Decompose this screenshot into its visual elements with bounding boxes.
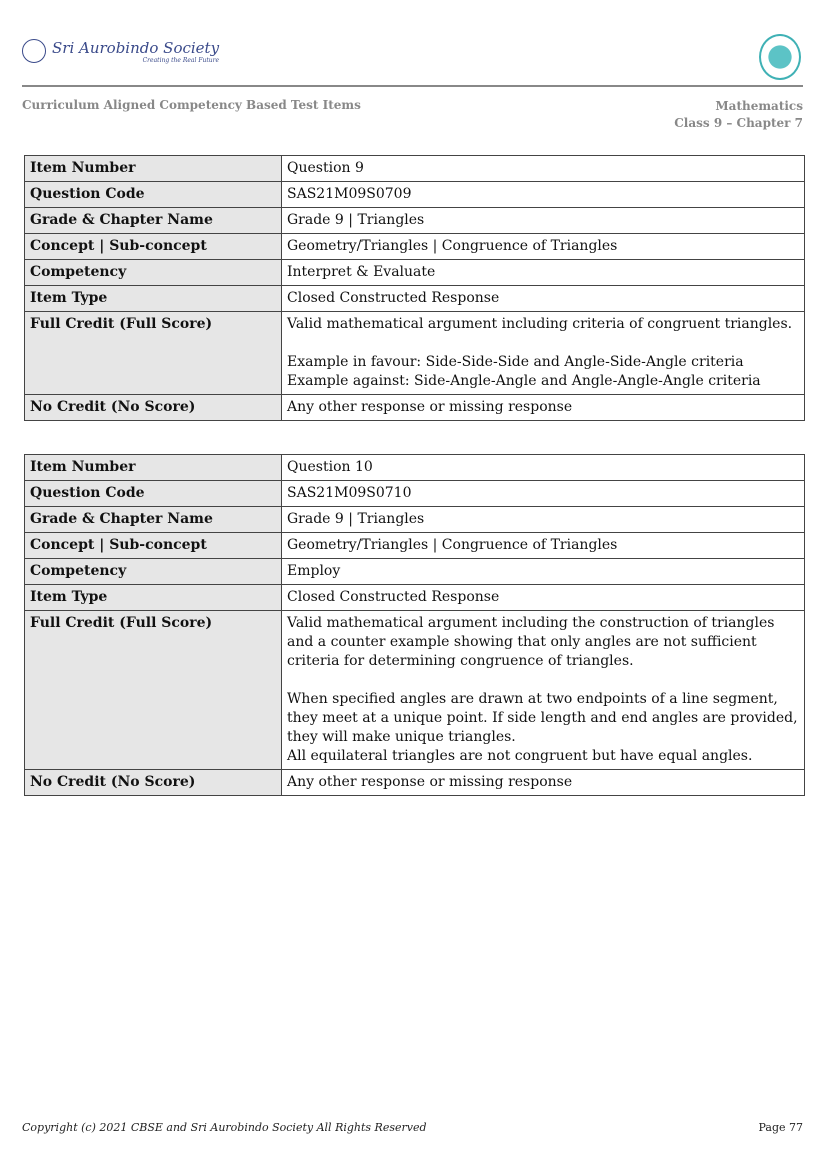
- field-label: Full Credit (Full Score): [25, 312, 282, 395]
- subject: Mathematics: [715, 99, 803, 113]
- field-label: Item Type: [25, 585, 282, 611]
- field-value: Any other response or missing response: [282, 770, 805, 796]
- subject-info: [674, 98, 803, 132]
- table-row: [25, 770, 805, 796]
- table-row: [25, 182, 805, 208]
- field-label: No Credit (No Score): [25, 395, 282, 421]
- header-divider: [22, 85, 803, 87]
- field-value: Geometry/Triangles | Congruence of Triangles: [282, 234, 805, 260]
- field-value: Question 10: [282, 455, 805, 481]
- table-row: [25, 507, 805, 533]
- table-row: [25, 312, 805, 395]
- table-row: [25, 559, 805, 585]
- field-label: Competency: [25, 559, 282, 585]
- field-value: SAS21M09S0709: [282, 182, 805, 208]
- table-row: [25, 260, 805, 286]
- table-row: [25, 395, 805, 421]
- table-row: [25, 585, 805, 611]
- field-label: Item Number: [25, 455, 282, 481]
- field-label: No Credit (No Score): [25, 770, 282, 796]
- full-credit-point: All equilateral triangles are not congruent but have equal angles.: [287, 748, 753, 764]
- item-table-q9: [24, 155, 805, 421]
- field-value: Question 9: [282, 156, 805, 182]
- field-value: Grade 9 | Triangles: [282, 208, 805, 234]
- field-value: Closed Constructed Response: [282, 585, 805, 611]
- field-value: Any other response or missing response: [282, 395, 805, 421]
- full-credit-text: Valid mathematical argument including criteria of congruent triangles.: [287, 316, 793, 332]
- field-label: Concept | Sub-concept: [25, 234, 282, 260]
- field-label: Grade & Chapter Name: [25, 208, 282, 234]
- field-value: Interpret & Evaluate: [282, 260, 805, 286]
- logo-tagline: Creating the Real Future: [142, 57, 220, 64]
- field-value: Grade 9 | Triangles: [282, 507, 805, 533]
- full-credit-text: Valid mathematical argument including the construction of triangles and a counter example showing that only angles are not sufficient criteria for determining congruence of triangles.: [287, 615, 775, 669]
- copyright: Copyright (c) 2021 CBSE and Sri Aurobindo Society All Rights Reserved: [22, 1121, 427, 1134]
- full-credit-point: Example against: Side-Angle-Angle and Angle-Angle-Angle criteria: [287, 373, 761, 389]
- field-value: SAS21M09S0710: [282, 481, 805, 507]
- field-label: Competency: [25, 260, 282, 286]
- table-row: [25, 234, 805, 260]
- field-label: Item Number: [25, 156, 282, 182]
- sri-aurobindo-society-logo: [22, 38, 219, 64]
- field-label: Grade & Chapter Name: [25, 507, 282, 533]
- field-value: Employ: [282, 559, 805, 585]
- field-label: Question Code: [25, 182, 282, 208]
- class-chapter: Class 9 – Chapter 7: [674, 116, 803, 130]
- page-number: Page 77: [758, 1121, 803, 1134]
- field-value: Closed Constructed Response: [282, 286, 805, 312]
- logo-name: Sri Aurobindo Society: [52, 39, 220, 57]
- globe-icon: [22, 39, 46, 63]
- field-label: Question Code: [25, 481, 282, 507]
- table-row: [25, 533, 805, 559]
- table-row: [25, 481, 805, 507]
- document-title: Curriculum Aligned Competency Based Test Items: [22, 98, 361, 112]
- field-value: Geometry/Triangles | Congruence of Triangles: [282, 533, 805, 559]
- full-credit-point: Example in favour: Side-Side-Side and Angle-Side-Angle criteria: [287, 354, 744, 370]
- table-row: [25, 208, 805, 234]
- cbse-seal-icon: [759, 34, 801, 80]
- field-value: [282, 312, 805, 395]
- table-row: [25, 156, 805, 182]
- table-row: [25, 455, 805, 481]
- item-table-q10: [24, 454, 805, 796]
- field-label: Full Credit (Full Score): [25, 611, 282, 770]
- field-label: Item Type: [25, 286, 282, 312]
- field-label: Concept | Sub-concept: [25, 533, 282, 559]
- field-value: [282, 611, 805, 770]
- full-credit-point: When specified angles are drawn at two endpoints of a line segment, they meet at a unique point. If side length and end angles are provided, they will make unique triangles.: [287, 691, 798, 745]
- table-row: [25, 611, 805, 770]
- table-row: [25, 286, 805, 312]
